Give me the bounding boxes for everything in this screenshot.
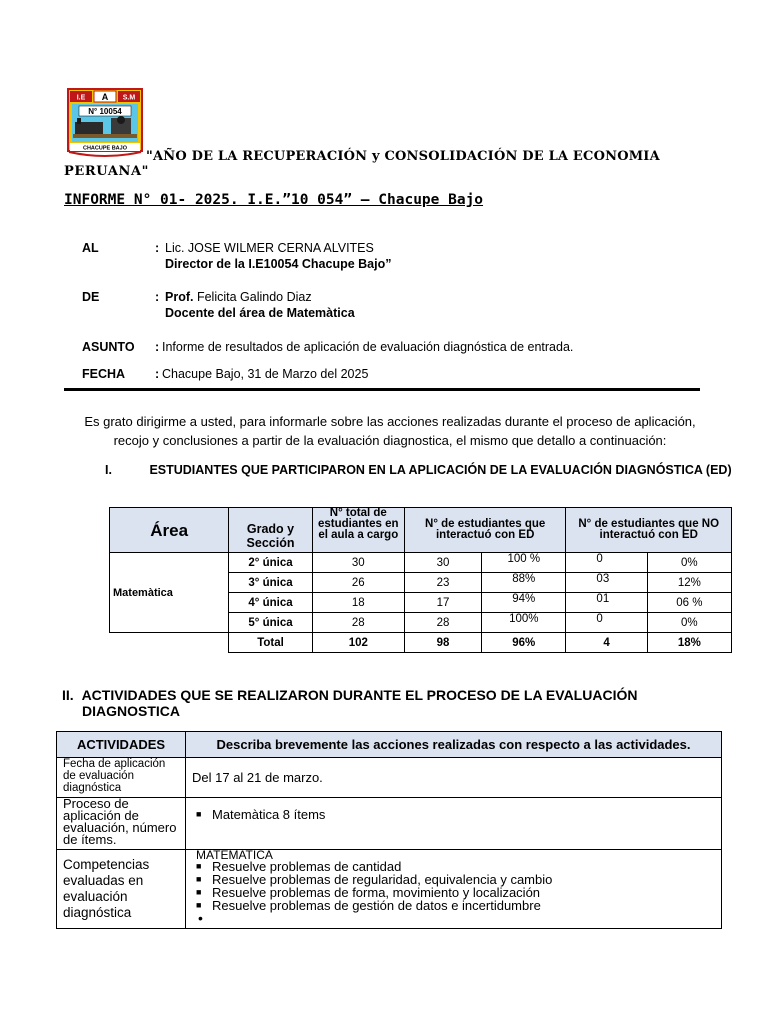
interact-pct-cell: 100 % (482, 553, 566, 573)
grado-cell: 2° única (229, 553, 312, 573)
table-total-row (110, 633, 732, 653)
de-prefix: Prof. (165, 290, 194, 304)
fecha-colon: : (155, 367, 160, 381)
table-header-row (110, 508, 732, 553)
header-divider (64, 388, 700, 391)
competencias-heading: MATEMATICA (196, 848, 273, 862)
interact-count-cell: 28 (404, 613, 481, 633)
row-value (186, 850, 722, 929)
school-logo (67, 88, 143, 158)
row-label: Fecha de aplicación de evaluación diagnóstica (57, 758, 186, 798)
table-row (57, 758, 722, 798)
interact-count-cell: 17 (404, 593, 481, 613)
interact-pct-cell: 94% (482, 593, 566, 613)
row-label: Competencias evaluadas en evaluación diagnóstica (57, 850, 186, 929)
header-grado: Grado y Sección (229, 508, 312, 553)
grado-cell: 3° única (229, 573, 312, 593)
logo-text-right: S.M (122, 94, 136, 102)
list-item: ■ Resuelve problemas de cantidad (212, 860, 715, 873)
no-interact-count-cell: 0 (566, 613, 647, 633)
row-label: Proceso de aplicación de evaluación, número de ítems. (57, 798, 186, 850)
logo-text-mid: A (101, 92, 109, 102)
report-title: INFORME N° 01- 2025. I.E.”10 054” – Chacupe Bajo (64, 192, 484, 208)
total-cell: 102 (312, 633, 404, 653)
list-item: ■ Resuelve problemas de regularidad, equivalencia y cambio (212, 873, 715, 886)
grado-cell: 4° única (229, 593, 312, 613)
de-colon: : (155, 290, 160, 304)
total-cell: 28 (312, 613, 404, 633)
no-interact-pct-cell: 0% (647, 553, 731, 573)
total-cell: 26 (312, 573, 404, 593)
logo-bottom-text: CHACUPE BAJO (82, 145, 128, 152)
section1-title: ESTUDIANTES QUE PARTICIPARON EN LA APLICACIÓN DE LA EVALUACIÓN DIAGNÓSTICA (ED) (149, 463, 732, 477)
de-name-line (165, 290, 312, 304)
interact-count-cell: 98 (404, 633, 481, 653)
de-role: Docente del área de Matemàtica (165, 306, 355, 320)
no-interact-pct-cell: 06 % (647, 593, 731, 613)
header-total: N° total de estudiantes en el aula a cargo (312, 508, 404, 553)
asunto-colon: : (155, 340, 160, 354)
section2-number: II. (62, 687, 74, 703)
no-interact-count-cell: 03 (566, 573, 647, 593)
area-cell: Matemàtica (110, 553, 229, 633)
interact-pct-cell: 88% (482, 573, 566, 593)
total-label-cell: Total (229, 633, 312, 653)
no-interact-pct-cell: 12% (647, 573, 731, 593)
list-item: ■ Resuelve problemas de gestión de datos e incertidumbre (212, 899, 715, 912)
fecha-label: FECHA (82, 367, 126, 381)
no-interact-pct-cell: 18% (647, 633, 731, 653)
section2-title-line1: ACTIVIDADES QUE SE REALIZARON DURANTE EL PROCESO DE LA EVALUACIÓN (81, 687, 638, 703)
logo-text-left: I.E (76, 94, 86, 102)
total-cell: 18 (312, 593, 404, 613)
no-interact-count-cell: 4 (566, 633, 647, 653)
no-interact-pct-cell: 0% (647, 613, 731, 633)
participation-table (109, 507, 732, 653)
intro-paragraph: Es grato dirigirme a usted, para informarle sobre las acciones realizadas durante el proceso de aplicación, recojo y conclusiones a partir de la evaluación diagnostica, el mismo que detallo a continuación: (84, 414, 696, 448)
table-row (110, 553, 732, 573)
interact-pct-cell: 100% (482, 613, 566, 633)
header-describa: Describa brevemente las acciones realizadas con respecto a las actividades. (186, 732, 722, 758)
header-no-interactuo: N° de estudiantes que NO interactuó con ED (566, 508, 732, 553)
section1-number: I. (105, 463, 112, 477)
empty-cell (110, 633, 229, 653)
al-role: Director de la I.E10054 Chacupe Bajo” (165, 257, 392, 271)
asunto-text: Informe de resultados de aplicación de evaluación diagnóstica de entrada. (162, 340, 574, 354)
al-label: AL (82, 241, 99, 255)
header-area: Área (110, 508, 229, 553)
de-label: DE (82, 290, 100, 304)
list-item: ■ Matemàtica 8 ítems (212, 808, 715, 821)
interact-count-cell: 23 (404, 573, 481, 593)
activities-table (56, 731, 722, 929)
year-motto-line1: "AÑO DE LA RECUPERACIÓN y CONSOLIDACIÓN DE LA ECONOMIA (146, 149, 660, 164)
table-row (57, 850, 722, 929)
interact-count-cell: 30 (404, 553, 481, 573)
section2-title-line2: DIAGNOSTICA (82, 703, 180, 719)
grado-cell: 5° única (229, 613, 312, 633)
header-actividades: ACTIVIDADES (57, 732, 186, 758)
de-name: Felicita Galindo Diaz (196, 290, 312, 304)
fecha-text: Chacupe Bajo, 31 de Marzo del 2025 (162, 367, 369, 381)
asunto-label: ASUNTO (82, 340, 135, 354)
section2-heading (62, 687, 637, 719)
table-header-row (57, 732, 722, 758)
row-value (186, 798, 722, 850)
list-item: ■ Resuelve problemas de forma, movimiento y localización (212, 886, 715, 899)
al-name: Lic. JOSE WILMER CERNA ALVITES (165, 241, 374, 255)
table-row (57, 798, 722, 850)
no-interact-count-cell: 01 (566, 593, 647, 613)
logo-number: N° 10054 (88, 107, 122, 116)
year-motto-line2: PERUANA" (64, 164, 150, 179)
total-cell: 30 (312, 553, 404, 573)
row-value: Del 17 al 21 de marzo. (186, 758, 722, 798)
no-interact-count-cell: 0 (566, 553, 647, 573)
interact-pct-cell: 96% (482, 633, 566, 653)
header-interactuo: N° de estudiantes que interactuó con ED (404, 508, 566, 553)
empty-list-item (212, 912, 715, 925)
section1-heading (105, 463, 732, 477)
al-colon: : (155, 241, 160, 255)
